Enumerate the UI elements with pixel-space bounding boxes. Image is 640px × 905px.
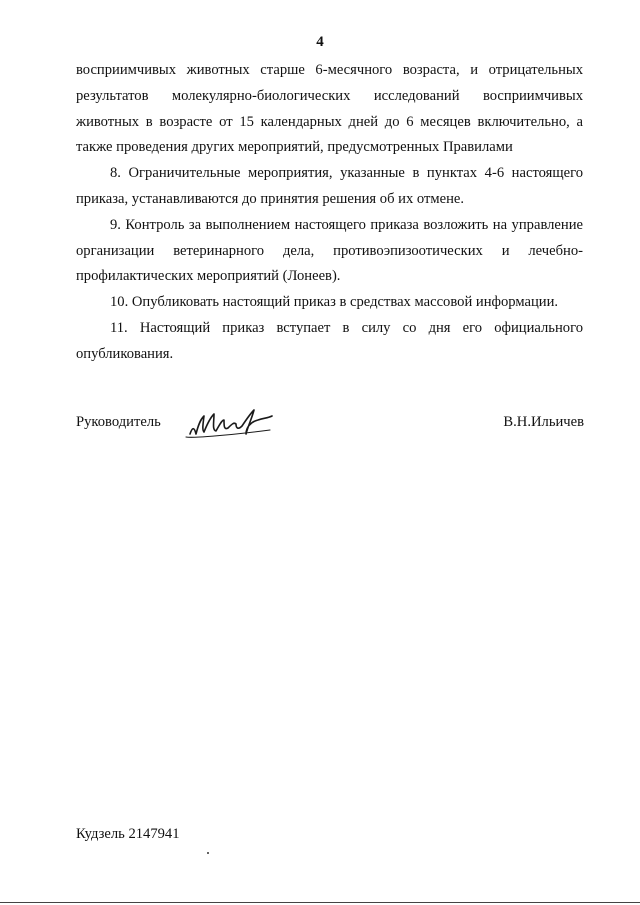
scan-speck	[207, 852, 209, 854]
paragraph-continuation: восприимчивых животных старше 6-месячного возраста, и отрицательных результатов молекулярно-биологических исследований восприимчивых животных в возрасте от 15 календарных дней до 6 месяцев включительно, а также проведения других мероприятий, предусмотренных Правилами	[76, 62, 583, 156]
signatory-name: В.Н.Ильичев	[503, 414, 584, 430]
paragraph-item-9: 9. Контроль за выполнением настоящего приказа возложить на управление организации ветеринарного дела, противоэпизоотических и лечебно-профилактических мероприятий (Лонеев).	[76, 216, 583, 285]
signatory-role: Руководитель	[76, 414, 161, 430]
signature-block	[76, 404, 584, 444]
paragraph-item-8: 8. Ограничительные мероприятия, указанные в пунктах 4-6 настоящего приказа, устанавливаются до принятия решения об их отмене.	[76, 165, 583, 207]
paragraph-item-10: 10. Опубликовать настоящий приказ в средствах массовой информации.	[110, 294, 559, 311]
handwritten-signature	[184, 404, 274, 444]
paragraph-item-11: 11. Настоящий приказ вступает в силу со дня его официального опубликования.	[76, 319, 583, 362]
executor-contact: Кудзель 2147941	[76, 826, 180, 842]
document-body	[76, 58, 583, 368]
page-bottom-edge	[0, 902, 640, 903]
page-number: 4	[316, 34, 324, 50]
